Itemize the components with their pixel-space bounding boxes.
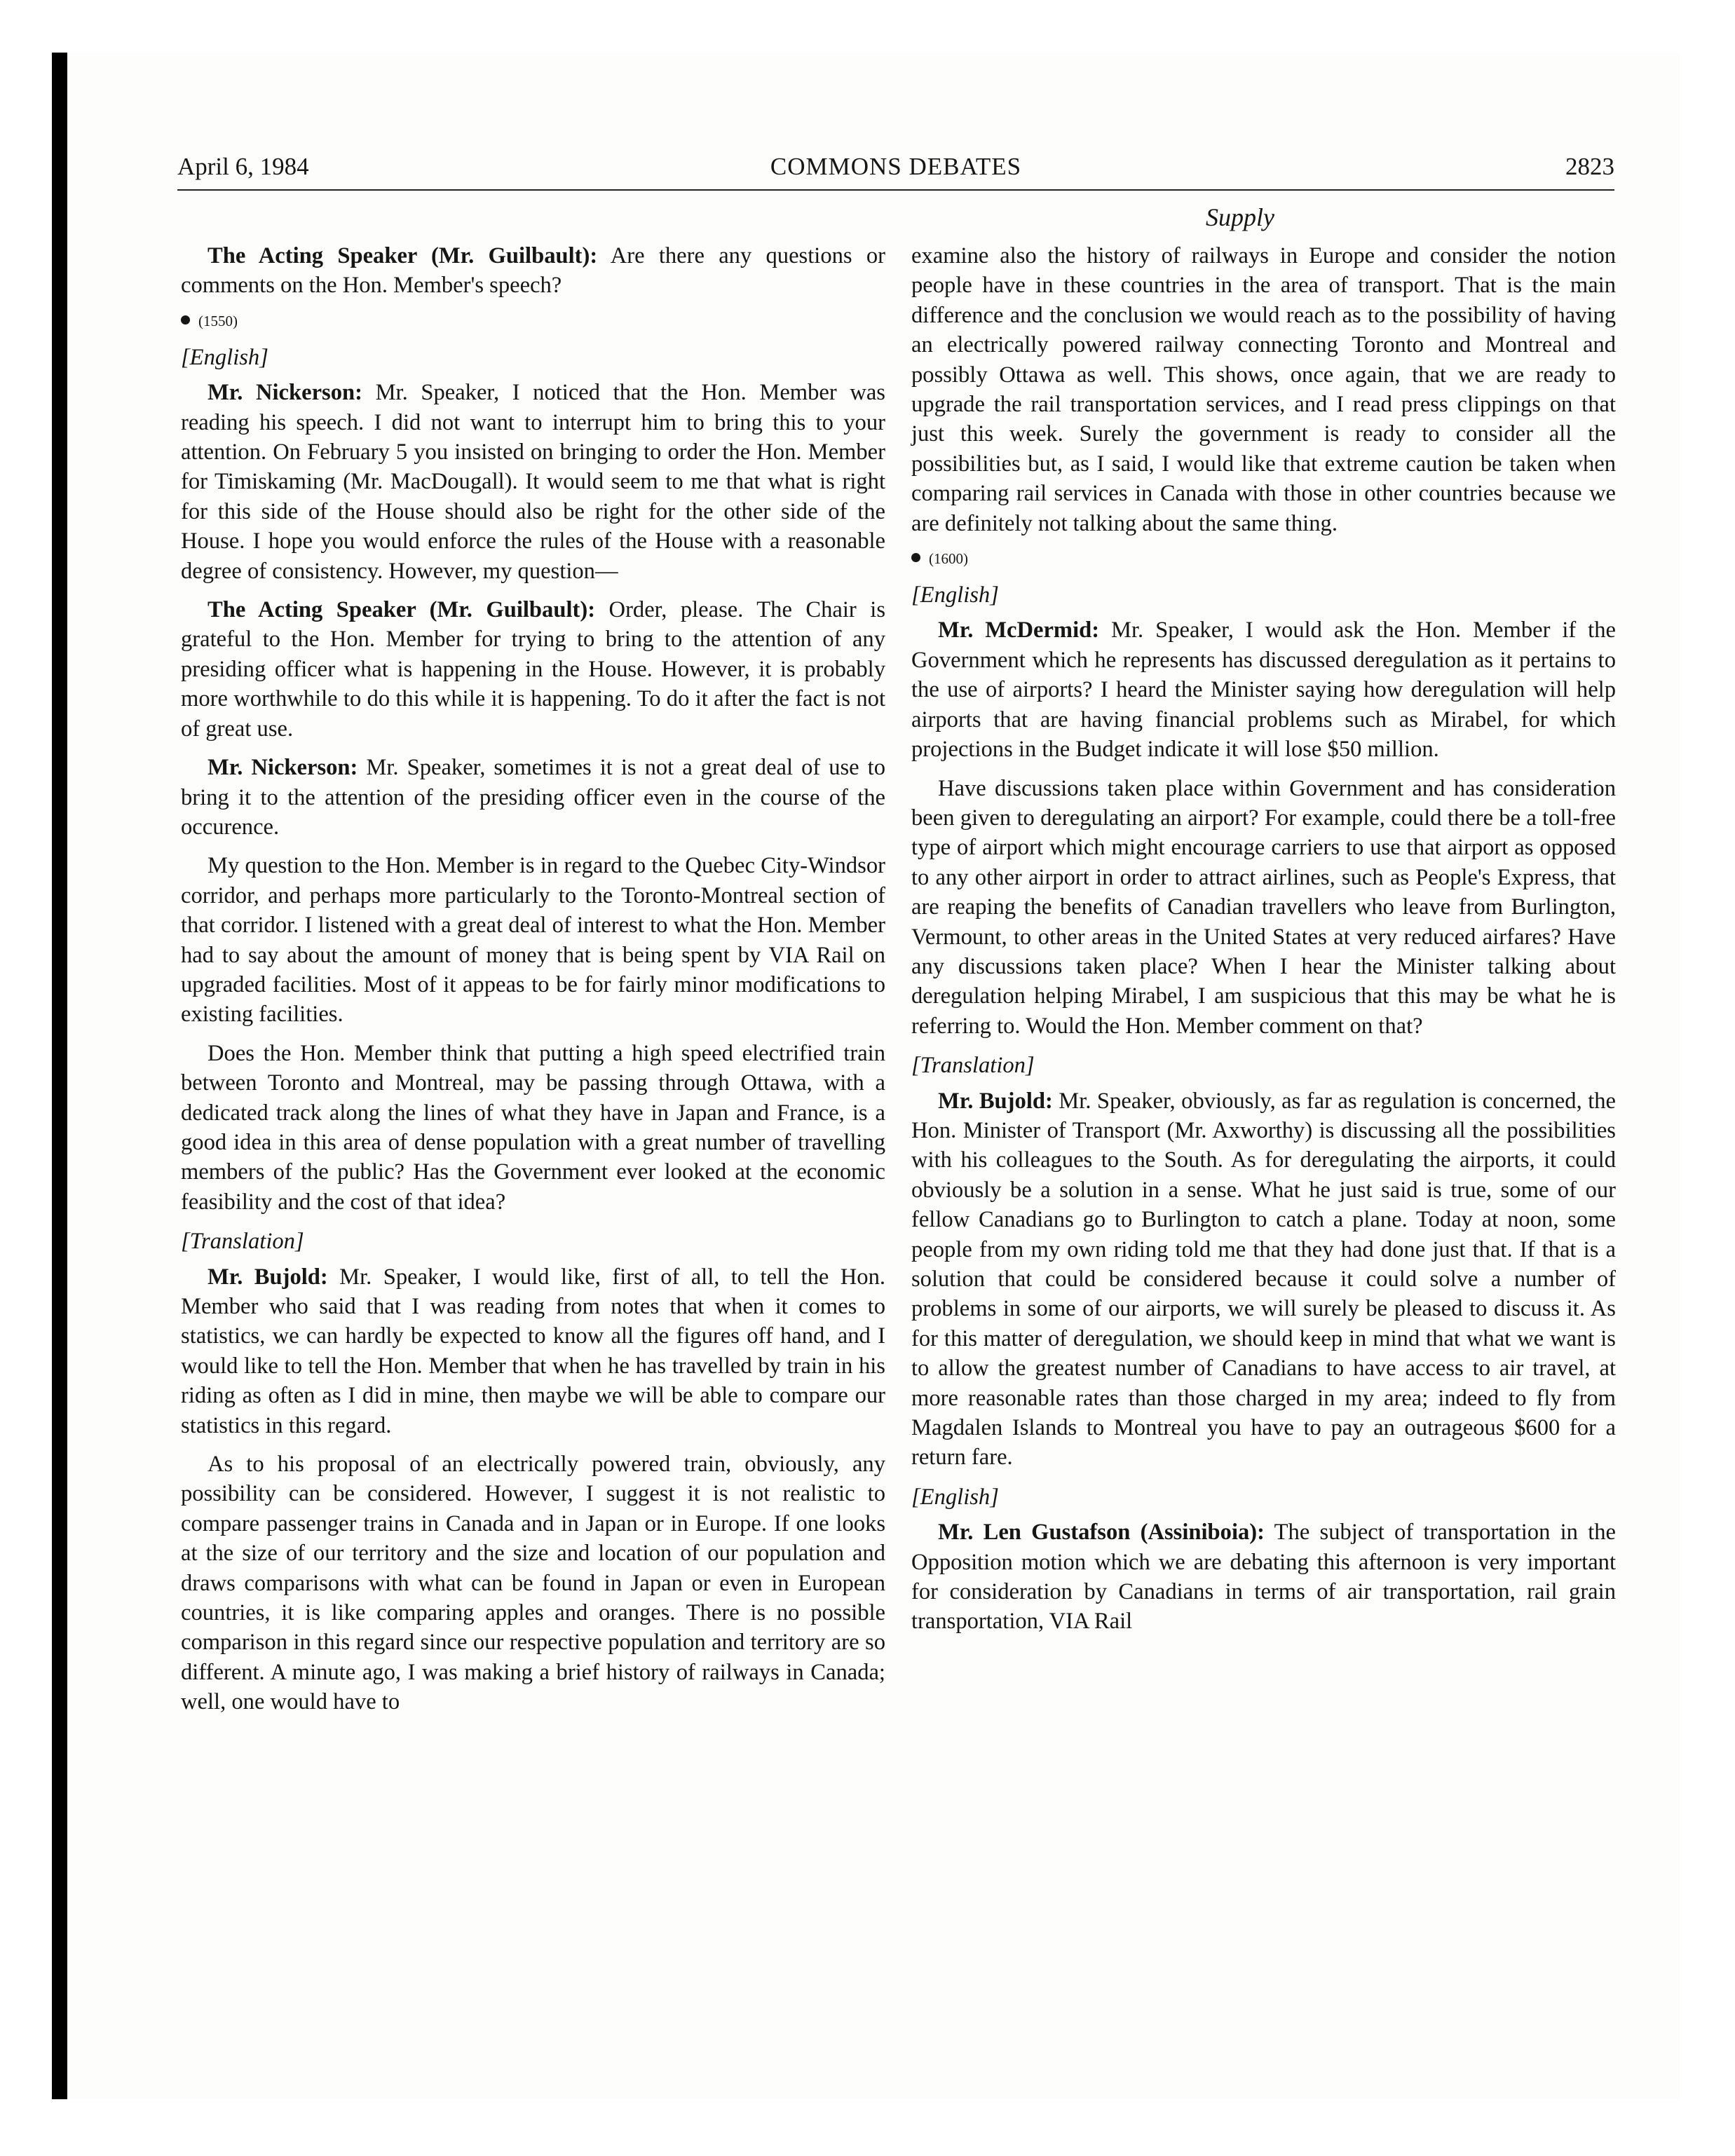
language-marker: [English] <box>911 1484 999 1510</box>
speech-text: The subject of transportation in the Opposition motion which we are debating this afternoon is very important for consideration by Canadians in terms of air transportation, rail grain transportation, VIA Rail <box>911 1520 1616 1635</box>
paragraph: Does the Hon. Member think that putting a high speed electrified train between Toronto and Montreal, may be passing through Ottawa, with a dedicated track along the lines of what they have in Japan and France, is a good idea in this area of dense population with a great number of travelling members of the public? Has the Government ever looked at the economic feasibility and the cost of that idea? <box>181 1040 885 1215</box>
paragraph <box>181 378 885 586</box>
page-header <box>177 147 1614 191</box>
speaker-name: The Acting Speaker (Mr. Guilbault): <box>207 597 596 623</box>
speech-text: Mr. Speaker, obviously, as far as regulation is concerned, the Hon. Minister of Transport (Mr. Axworthy) is discussing all the possibilities with his colleagues to the South. As for deregulating the airports, it could obviously be a solution in a sense. What he just said is true, some of our fellow Canadians go to Burlington to catch a plane. Today at noon, some people from my own riding told me that they had done just that. If that is a solution that could be considered because it could solve a number of problems in some of our airports, we will surely be pleased to discuss it. As for this matter of deregulation, we should keep in mind that what we want is to allow the greatest number of Canadians to have access to air travel, at more reasonable rates than those charged in my area; indeed to fly from Magdalen Islands to Montreal you have to pay an outrageous $600 for a return fare. <box>911 1088 1616 1471</box>
time-marker <box>911 548 1616 569</box>
time-stamp: (1600) <box>929 550 968 568</box>
paragraph <box>181 595 885 744</box>
speech-text: Mr. Speaker, I would ask the Hon. Member if the Government which he represents has discussed deregulation as it pertains to the use of airports? I heard the Minister saying how deregulation will help airports that are having financial problems such as Mirabel, for which projections in the Budget indicate it will lose $50 million. <box>911 618 1616 763</box>
right-column <box>911 241 1616 1646</box>
language-marker: [Translation] <box>181 1229 304 1255</box>
time-stamp: (1550) <box>198 312 238 329</box>
paragraph: My question to the Hon. Member is in regard to the Quebec City-Windsor corridor, and perhaps more particularly to the Toronto-Montreal section of that corridor. I listened with a great deal of interest to what the Hon. Member had to say about the amount of money that is being spent by VIA Rail on upgraded facilities. Most of it appeas to be for fairly minor modifications to existing facilities. <box>181 853 885 1028</box>
language-marker: [Translation] <box>911 1053 1035 1079</box>
bullet-icon <box>181 315 190 325</box>
left-column <box>181 241 885 1726</box>
speaker-name: Mr. Bujold: <box>938 1088 1053 1114</box>
paragraph <box>911 1086 1616 1473</box>
paragraph <box>181 1262 885 1440</box>
speaker-name: Mr. Bujold: <box>207 1264 328 1290</box>
running-head: Supply <box>1206 203 1274 231</box>
paragraph: Have discussions taken place within Government and has consideration been given to deregulating an airport? For example, could there be a toll-free type of airport which might encourage carriers to use that airport as opposed to any other airport in order to attract airlines, such as People's Express, that are reaping the benefits of Canadian travellers who leave from Burlington, Vermount, to other areas in the United States at very reduced airfares? Have any discussions taken place? When I hear the Minister talking about deregulation helping Mirabel, I am suspicious that this may be what he is referring to. Would the Hon. Member comment on that? <box>911 775 1616 1039</box>
language-marker: [English] <box>911 582 999 608</box>
speech-text: Order, please. The Chair is grateful to the Hon. Member for trying to bring to the attention of any presiding officer what is happening in the House. However, it is probably more worthwhile to do this while it is happening. To do it after the fact is not of great use. <box>181 597 885 742</box>
speaker-name: The Acting Speaker (Mr. Guilbault): <box>207 243 598 268</box>
paragraph <box>181 241 885 301</box>
paragraph <box>911 1517 1616 1637</box>
speech-text: Mr. Speaker, I would like, first of all, to tell the Hon. Member who said that I was reading from notes that when it comes to statistics, we can hardly be expected to know all the figures off hand, and I would like to tell the Hon. Member that when he has travelled by train in his riding as often as I did in mine, then maybe we will be able to compare our statistics in this regard. <box>181 1264 885 1438</box>
paragraph <box>911 615 1616 764</box>
header-title: COMMONS DEBATES <box>770 153 1022 180</box>
paragraph <box>181 753 885 842</box>
scan-edge <box>52 53 67 2099</box>
page-number: 2823 <box>1565 153 1614 180</box>
speaker-name: Mr. McDermid: <box>938 618 1100 643</box>
speaker-name: Mr. Len Gustafson (Assiniboia): <box>938 1520 1265 1546</box>
language-marker: [English] <box>181 344 268 370</box>
speaker-name: Mr. Nickerson: <box>207 380 362 406</box>
speaker-name: Mr. Nickerson: <box>207 755 358 781</box>
time-marker <box>181 311 885 332</box>
speech-text: Mr. Speaker, sometimes it is not a great deal of use to bring it to the attention of the presiding officer even in the course of the occurence. <box>181 755 885 840</box>
paragraph: As to his proposal of an electrically powered train, obviously, any possibility can be considered. However, I suggest it is not realistic to compare passenger trains in Canada and in Japan or in Europe. If one looks at the size of our territory and the size and location of our population and draws comparisons with what can be found in Japan or even in European countries, it is like comparing apples and oranges. There is no possible comparison in this regard since our respective population and territory are so different. A minute ago, I was making a brief history of railways in Canada; well, one would have to <box>181 1452 885 1715</box>
speech-text: Are there any questions or comments on the Hon. Member's speech? <box>181 243 885 299</box>
speech-text: Mr. Speaker, I noticed that the Hon. Member was reading his speech. I did not want to interrupt him to bring this to your attention. On February 5 you insisted on bringing to order the Hon. Member for Timiskaming (Mr. MacDougall). It would seem to me that what is right for this side of the House should also be right for the other side of the House. I hope you would enforce the rules of the House with a reasonable degree of consistency. However, my question— <box>181 380 885 584</box>
paragraph: examine also the history of railways in Europe and consider the notion people have in these countries in the area of transport. That is the main difference and the conclusion we would reach as to the possibility of having an electrically powered railway connecting Toronto and Montreal and possibly Ottawa as well. This shows, once again, that we are ready to upgrade the rail transportation services, and I read press clippings on that just this week. Surely the government is ready to consider all the possibilities but, as I said, I would like that extreme caution be taken when comparing rail services in Canada with those in other countries because we are definitely not talking about the same thing. <box>911 243 1616 536</box>
bullet-icon <box>911 553 920 562</box>
header-date: April 6, 1984 <box>177 153 309 180</box>
